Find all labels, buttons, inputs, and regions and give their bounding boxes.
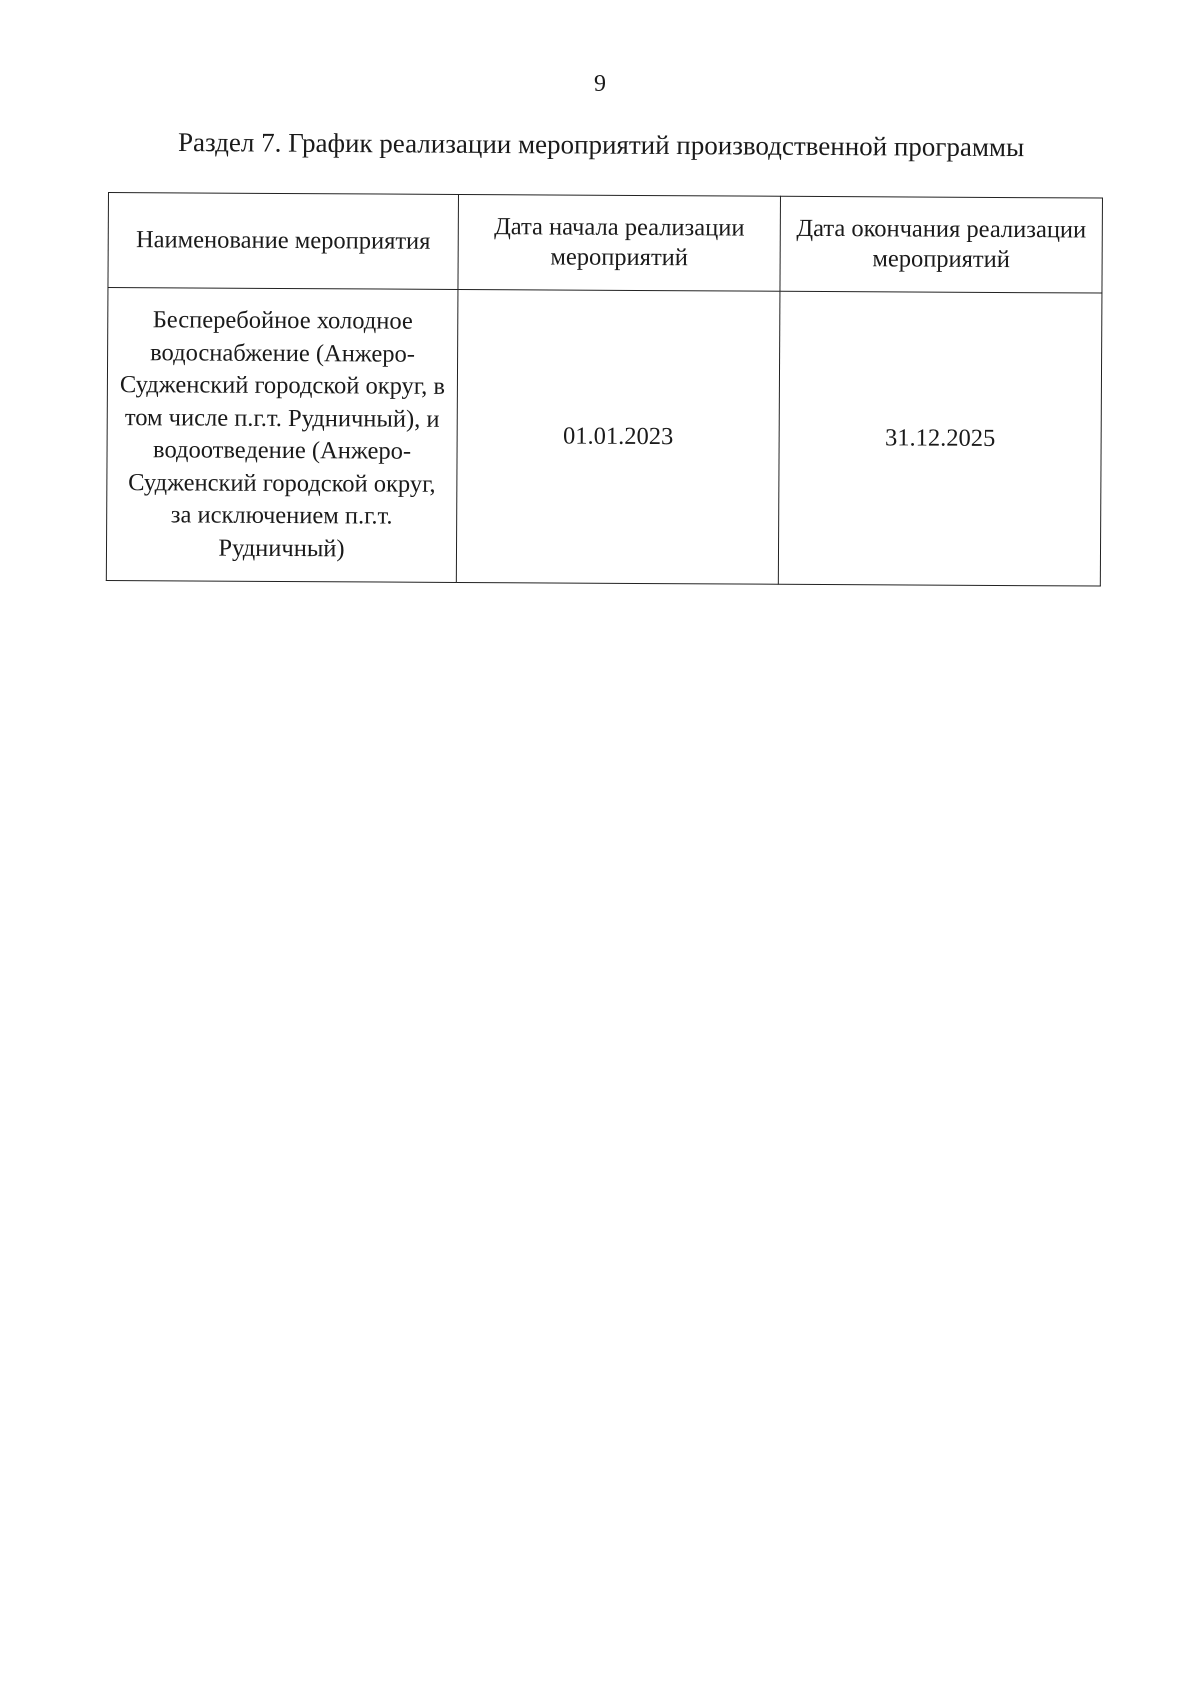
table-header-row xyxy=(108,193,1103,294)
start-date-cell xyxy=(456,289,780,584)
header-end-date xyxy=(780,196,1103,293)
header-start-date-label: Дата начала реализации мероприятий xyxy=(494,213,745,272)
start-date: 01.01.2023 xyxy=(562,422,674,451)
activity-name-cell xyxy=(106,288,458,583)
schedule-table-container xyxy=(106,192,1103,587)
header-activity-name xyxy=(108,193,459,290)
section-title: Раздел 7. График реализации мероприятий производственной программы xyxy=(177,127,1025,163)
page-number: 9 xyxy=(594,71,606,97)
end-date: 31.12.2025 xyxy=(884,424,996,452)
header-start-date xyxy=(458,194,781,291)
schedule-table xyxy=(106,192,1103,587)
header-end-date-label: Дата окончания реализации мероприятий xyxy=(796,214,1087,274)
header-activity-name-label: Наименование мероприятия xyxy=(135,226,431,255)
table-row xyxy=(106,288,1102,587)
activity-name: Бесперебойное холодное водоснабжение (Анжеро-Судженский городской округ, в том числе п.г.т. Рудничный), и водоотведение (Анжеро-Судженский городской округ, за исключением п.г.т. Рудничный) xyxy=(119,306,446,562)
end-date-cell xyxy=(778,291,1102,586)
